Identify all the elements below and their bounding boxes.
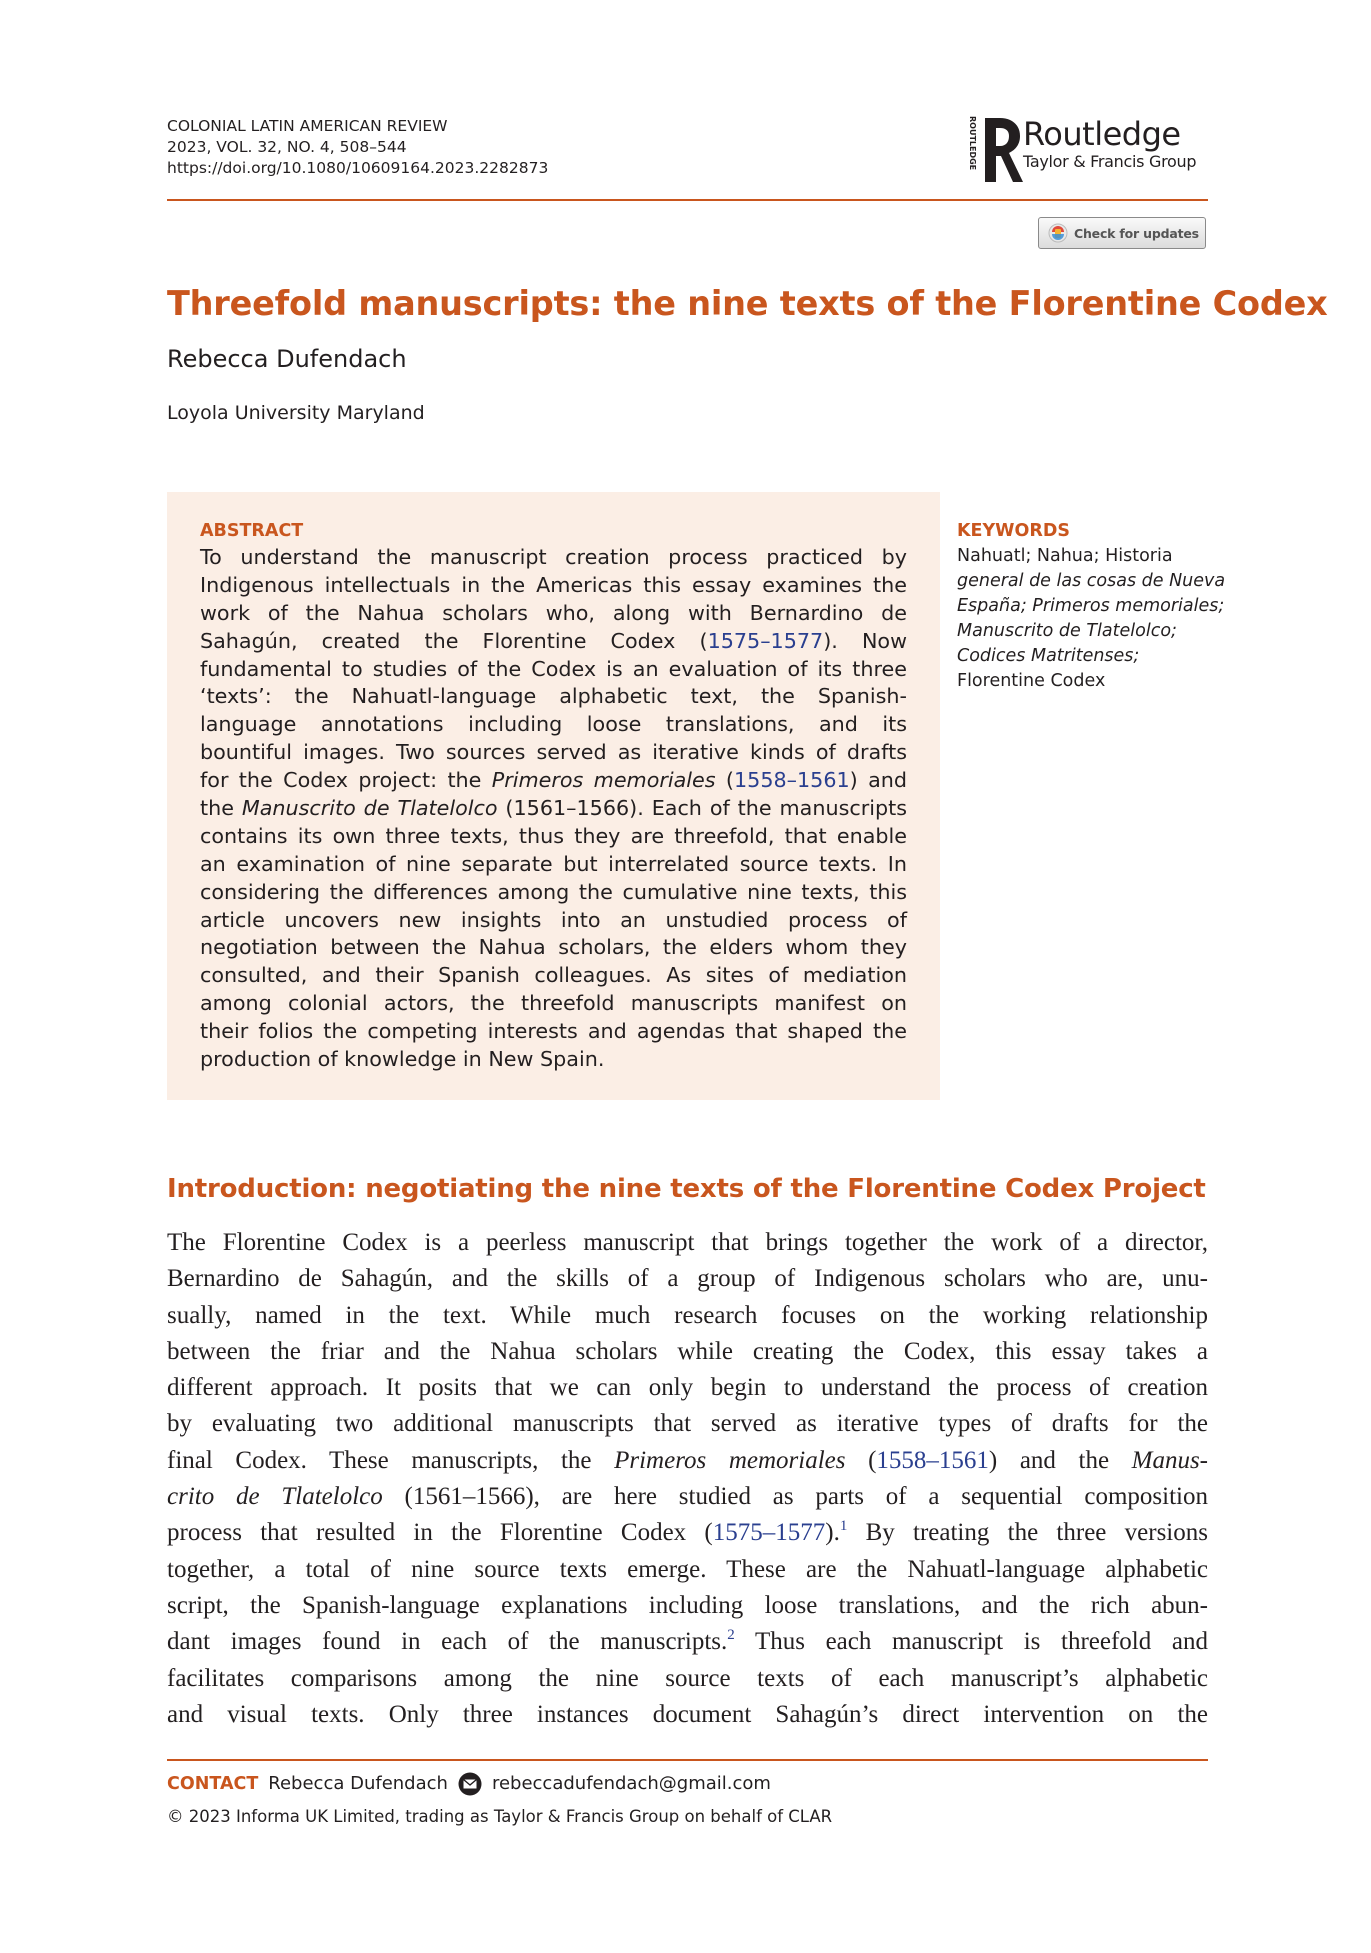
- author-name[interactable]: Rebecca Dufendach: [167, 345, 407, 373]
- body-line: dant images found in each of the manuscripts.$^2$ Thus each manuscript is threefold and: [167, 1627, 1208, 1656]
- abstract-heading: ABSTRACT: [200, 521, 304, 541]
- keyword-line: Nahuatl; Nahua; Historia: [957, 546, 1173, 566]
- introduction-heading: Introduction: negotiating the nine texts of the Florentine Codex Project: [167, 1174, 1206, 1204]
- abstract-line: negotiation between the Nahua scholars, the elders whom they: [200, 935, 907, 960]
- journal-info: [167, 116, 548, 179]
- header-rule: [167, 199, 1208, 201]
- keyword-line: general de las cosas de Nueva: [957, 571, 1226, 591]
- author-affiliation: Loyola University Maryland: [167, 402, 425, 424]
- keyword-line: Florentine Codex: [957, 671, 1106, 691]
- publisher-group: Taylor & Francis Group: [1023, 152, 1197, 171]
- abstract-line: contains its own three texts, thus they are threefold, that enable: [200, 823, 907, 848]
- body-line: final Codex. These manuscripts, the Primeros memoriales (1558–1561) and the Manus-: [167, 1446, 1209, 1474]
- abstract-line: fundamental to studies of the Codex is an evaluation of its three: [200, 656, 907, 681]
- body-line: crito de Tlatelolco (1561–1566), are here studied as parts of a sequential composition: [167, 1483, 1208, 1511]
- doi-link[interactable]: https://doi.org/10.1080/10609164.2023.2282873: [167, 159, 549, 177]
- abstract-line: considering the differences among the cumulative nine texts, this: [200, 879, 907, 904]
- article-title: Threefold manuscripts: the nine texts of the Florentine Codex: [167, 284, 1328, 323]
- abstract-line: for the Codex project: the Primeros memoriales (1558–1561) and: [200, 768, 907, 793]
- abstract-line: consulted, and their Spanish colleagues. As sites of mediation: [200, 963, 907, 988]
- publisher-name: Routledge: [1023, 115, 1181, 153]
- abstract-line: the Manuscrito de Tlatelolco (1561–1566). Each of the manuscripts: [200, 796, 907, 821]
- volume-info: 2023, VOL. 32, NO. 4, 508–544: [167, 138, 407, 156]
- introduction-body: [167, 1225, 1208, 1733]
- check-updates-label: Check for updates: [1074, 225, 1199, 241]
- body-line: and visual texts. Only three instances document Sahagún’s direct intervention on the: [167, 1700, 1208, 1728]
- abstract-line: language annotations including loose translations, and its: [200, 712, 907, 737]
- publisher-wordmark: [1023, 116, 1196, 172]
- footer-rule: [167, 1759, 1208, 1761]
- date-link[interactable]: 1575–1577: [707, 628, 824, 653]
- keywords-heading: KEYWORDS: [957, 521, 1070, 541]
- abstract-line: an examination of nine separate but interrelated source texts. In: [200, 851, 907, 876]
- contact-info: [167, 1772, 771, 1796]
- copyright-notice: © 2023 Informa UK Limited, trading as Taylor & Francis Group on behalf of CLAR: [167, 1807, 833, 1826]
- body-line: by evaluating two additional manuscripts that served as iterative types of drafts for the: [167, 1410, 1208, 1438]
- crossmark-icon: [1048, 223, 1068, 243]
- check-for-updates-button[interactable]: [1038, 217, 1206, 249]
- footnote-ref[interactable]: 2: [727, 1627, 735, 1644]
- keyword-line: Codices Matritenses;: [957, 646, 1140, 666]
- abstract-line: ‘texts’: the Nahuatl-language alphabetic text, the Spanish-: [200, 684, 907, 709]
- abstract-body: [200, 544, 907, 1074]
- body-line: The Florentine Codex is a peerless manuscript that brings together the work of a director,: [167, 1229, 1208, 1256]
- body-line: facilitates comparisons among the nine source texts of each manuscript’s alphabetic: [167, 1664, 1208, 1692]
- contact-email[interactable]: rebeccadufendach@gmail.com: [491, 1773, 771, 1794]
- date-link[interactable]: 1558–1561: [876, 1446, 989, 1474]
- body-line: script, the Spanish-language explanations including loose translations, and the rich abun-: [167, 1591, 1208, 1619]
- body-line: different approach. It posits that we can only begin to understand the process of creation: [167, 1374, 1208, 1402]
- date-link[interactable]: 1558–1561: [734, 768, 850, 793]
- keywords-list: [957, 544, 1226, 694]
- body-line: process that resulted in the Florentine Codex (1575–1577).$^1$ By treating the three versions: [167, 1518, 1208, 1547]
- body-line: Bernardino de Sahagún, and the skills of a group of Indigenous scholars who are, unu-: [167, 1265, 1208, 1293]
- body-line: together, a total of nine source texts emerge. These are the Nahuatl-language alphabetic: [167, 1555, 1208, 1583]
- body-line: between the friar and the Nahua scholars while creating the Codex, this essay takes a: [167, 1337, 1208, 1365]
- abstract-line: among colonial actors, the threefold manuscripts manifest on: [200, 991, 907, 1016]
- journal-name: COLONIAL LATIN AMERICAN REVIEW: [167, 117, 448, 135]
- contact-label: CONTACT: [167, 1774, 259, 1794]
- footnote-ref[interactable]: 1: [839, 1518, 848, 1535]
- date-link[interactable]: 1575–1577: [712, 1519, 826, 1547]
- abstract-line-text: Sahagún, created the Florentine Codex (1575–1577). Now: [200, 628, 907, 653]
- contact-name: Rebecca Dufendach: [268, 1773, 448, 1794]
- keyword-line: Manuscrito de Tlatelolco;: [957, 621, 1177, 641]
- abstract-line: article uncovers new insights into an unstudied process of: [200, 907, 907, 932]
- email-icon: [458, 1772, 482, 1796]
- abstract-line: To understand the manuscript creation process practiced by: [200, 545, 907, 569]
- abstract-line: their folios the competing interests and agendas that shaped the: [200, 1019, 907, 1044]
- abstract-line: bountiful images. Two sources served as iterative kinds of drafts: [200, 740, 907, 765]
- abstract-line: Indigenous intellectuals in the Americas this essay examines the: [200, 572, 907, 597]
- logo-vertical-text: ROUTLEDGE: [968, 116, 977, 171]
- body-line: sually, named in the text. While much research focuses on the working relationship: [167, 1301, 1208, 1329]
- abstract-line: production of knowledge in New Spain.: [200, 1047, 605, 1072]
- abstract-line: [200, 628, 907, 656]
- abstract-line: work of the Nahua scholars who, along with Bernardino de: [200, 600, 907, 625]
- keyword-line: España; Primeros memoriales;: [957, 596, 1225, 616]
